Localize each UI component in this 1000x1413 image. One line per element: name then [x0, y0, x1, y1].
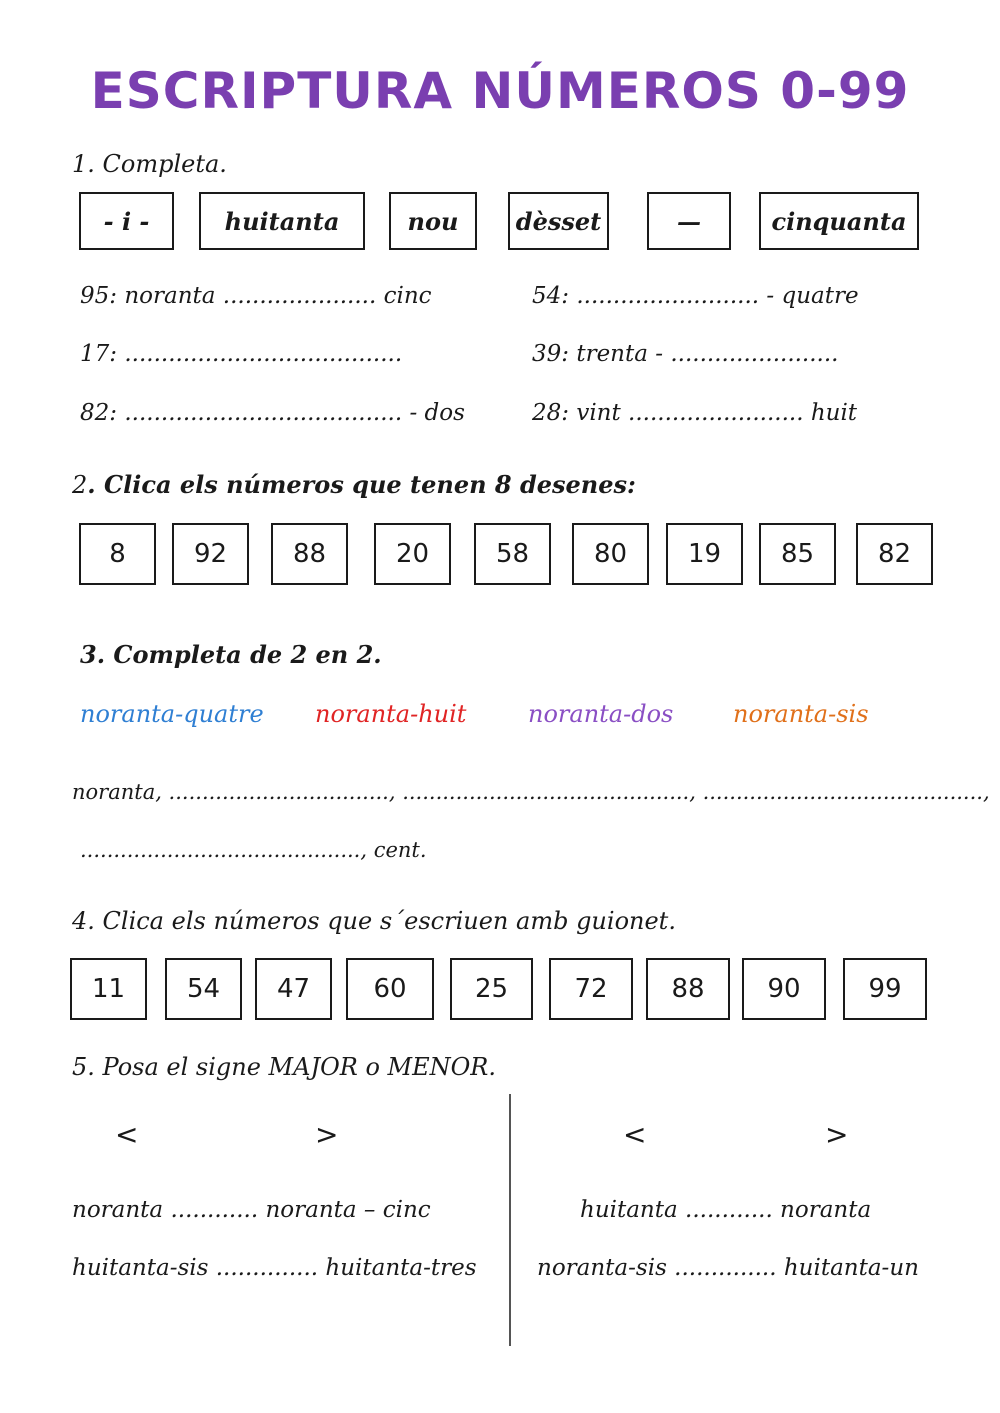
- section-2-text: . Clica els números que tenen 8 desenes:: [87, 470, 636, 499]
- number-box[interactable]: 58: [474, 523, 551, 585]
- less-than-symbol[interactable]: <: [115, 1118, 139, 1151]
- section-3-heading: 3. Completa de 2 en 2.: [80, 640, 382, 669]
- word-box-dash[interactable]: —: [647, 192, 731, 250]
- page-title: ESCRIPTURA NÚMEROS 0-99: [90, 62, 910, 120]
- column-divider: [509, 1094, 511, 1346]
- number-box[interactable]: 90: [742, 958, 826, 1020]
- number-box[interactable]: 80: [572, 523, 649, 585]
- option-noranta-quatre[interactable]: noranta-quatre: [80, 700, 264, 728]
- number-box[interactable]: 19: [666, 523, 743, 585]
- word-box-nou[interactable]: nou: [389, 192, 477, 250]
- section-5-heading: 5. Posa el signe MAJOR o MENOR.: [72, 1053, 497, 1081]
- compare-line[interactable]: noranta ............ noranta – cinc: [72, 1197, 431, 1223]
- number-box[interactable]: 88: [271, 523, 348, 585]
- exercise-line-95[interactable]: 95: noranta ..................... cinc: [80, 283, 432, 309]
- number-box[interactable]: 99: [843, 958, 927, 1020]
- number-box[interactable]: 54: [165, 958, 242, 1020]
- greater-than-symbol[interactable]: >: [315, 1118, 339, 1151]
- exercise-line-28[interactable]: 28: vint ........................ huit: [532, 400, 858, 426]
- compare-line[interactable]: huitanta ............ noranta: [580, 1197, 872, 1223]
- number-box[interactable]: 72: [549, 958, 633, 1020]
- section-4-heading: 4. Clica els números que s´escriuen amb guionet.: [72, 907, 676, 935]
- exercise-line-39[interactable]: 39: trenta - .......................: [532, 341, 839, 367]
- word-box-i[interactable]: - i -: [79, 192, 174, 250]
- word-box-desset[interactable]: dèsset: [508, 192, 609, 250]
- compare-line[interactable]: huitanta-sis .............. huitanta-tres: [72, 1255, 477, 1281]
- exercise-line-17[interactable]: 17: ......................................: [80, 341, 403, 367]
- sequence-line-1[interactable]: noranta, ................................., ..........................................., ..........................................,: [72, 780, 990, 804]
- number-box[interactable]: 8: [79, 523, 156, 585]
- word-box-cinquanta[interactable]: cinquanta: [759, 192, 919, 250]
- number-box[interactable]: 88: [646, 958, 730, 1020]
- less-than-symbol[interactable]: <: [623, 1118, 647, 1151]
- number-box[interactable]: 92: [172, 523, 249, 585]
- section-1-heading: 1. Completa.: [72, 150, 227, 178]
- compare-line[interactable]: noranta-sis .............. huitanta-un: [537, 1255, 919, 1281]
- number-box[interactable]: 11: [70, 958, 147, 1020]
- sequence-line-2[interactable]: .........................................., cent.: [80, 838, 427, 862]
- number-box[interactable]: 60: [346, 958, 434, 1020]
- number-box[interactable]: 47: [255, 958, 332, 1020]
- section-2-heading: [72, 470, 636, 499]
- section-2-number: 2: [72, 471, 88, 499]
- option-noranta-huit[interactable]: noranta-huit: [315, 700, 467, 728]
- number-box[interactable]: 82: [856, 523, 933, 585]
- word-box-huitanta[interactable]: huitanta: [199, 192, 365, 250]
- option-noranta-dos[interactable]: noranta-dos: [528, 700, 674, 728]
- exercise-line-54[interactable]: 54: ......................... - quatre: [532, 283, 859, 309]
- number-box[interactable]: 85: [759, 523, 836, 585]
- number-box[interactable]: 20: [374, 523, 451, 585]
- number-box[interactable]: 25: [450, 958, 533, 1020]
- greater-than-symbol[interactable]: >: [825, 1118, 849, 1151]
- option-noranta-sis[interactable]: noranta-sis: [733, 700, 869, 728]
- exercise-line-82[interactable]: 82: ...................................... - dos: [80, 400, 465, 426]
